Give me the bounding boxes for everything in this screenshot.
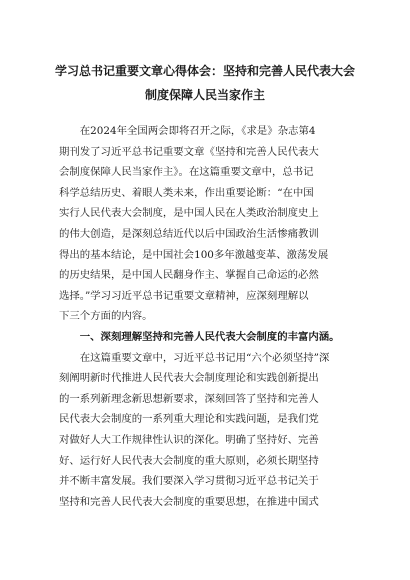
body-text-line: 在这篇重要文章中，习近平总书记用“六个必须坚持”深 xyxy=(59,351,330,364)
body-text-line: 的伟大创造，是深刻总结近代以后中国政治生活惨痛教训 xyxy=(59,227,319,240)
body-text-line: 选择。”学习习近平总书记重要文章精神，应深刻理解以 xyxy=(59,289,309,302)
body-text-line: 好、运行好人民代表大会制度的重大原则，必须长期坚持 xyxy=(59,454,319,467)
document-title-line-2: 制度保障人民当家作主 xyxy=(144,88,265,102)
section-heading: 一、深刻理解坚持和完善人民代表大会制度的丰富内涵。 xyxy=(59,330,340,343)
body-text-line: 期刊发了习近平总书记重要文章《坚持和完善人民代表大 xyxy=(59,145,319,158)
body-text-line: 得出的基本结论，是中国社会100多年激越变革、激荡发展 xyxy=(59,248,329,261)
body-text-line: 并不断丰富发展。我们要深入学习贯彻习近平总书记关于 xyxy=(59,475,319,488)
document-title-line-1: 学习总书记重要文章心得体会：坚持和完善人民代表大会 xyxy=(54,64,355,78)
document-body xyxy=(59,121,353,512)
body-text-line: 的历史结果，是中国人民翻身作主、掌握自己命运的必然 xyxy=(59,269,319,282)
body-text-line: 的一系列新理念新思想新要求，深刻回答了坚持和完善人 xyxy=(59,392,319,405)
body-text-line: 科学总结历史、着眼人类未来，作出重要论断：“在中国 xyxy=(59,186,314,199)
body-text-line: 坚持和完善人民代表大会制度的重要思想，在推进中国式 xyxy=(59,495,319,508)
body-text-line: 在2024年全国两会即将召开之际，《求是》杂志第4 xyxy=(59,125,316,137)
body-text-line: 民代表大会制度的一系列重大理论和实践问题，是我们党 xyxy=(59,413,319,426)
body-text-line: 下三个方面的内容。 xyxy=(59,310,153,323)
body-text-line: 刻阐明新时代推进人民代表大会制度理论和实践创新提出 xyxy=(59,372,319,385)
body-text-line: 对做好人大工作规律性认识的深化。明确了坚持好、完善 xyxy=(59,433,319,446)
body-text-line: 会制度保障人民当家作主》。在这篇重要文章中，总书记 xyxy=(59,166,314,179)
body-text-line: 实行人民代表大会制度，是中国人民在人类政治制度史上 xyxy=(59,207,319,220)
